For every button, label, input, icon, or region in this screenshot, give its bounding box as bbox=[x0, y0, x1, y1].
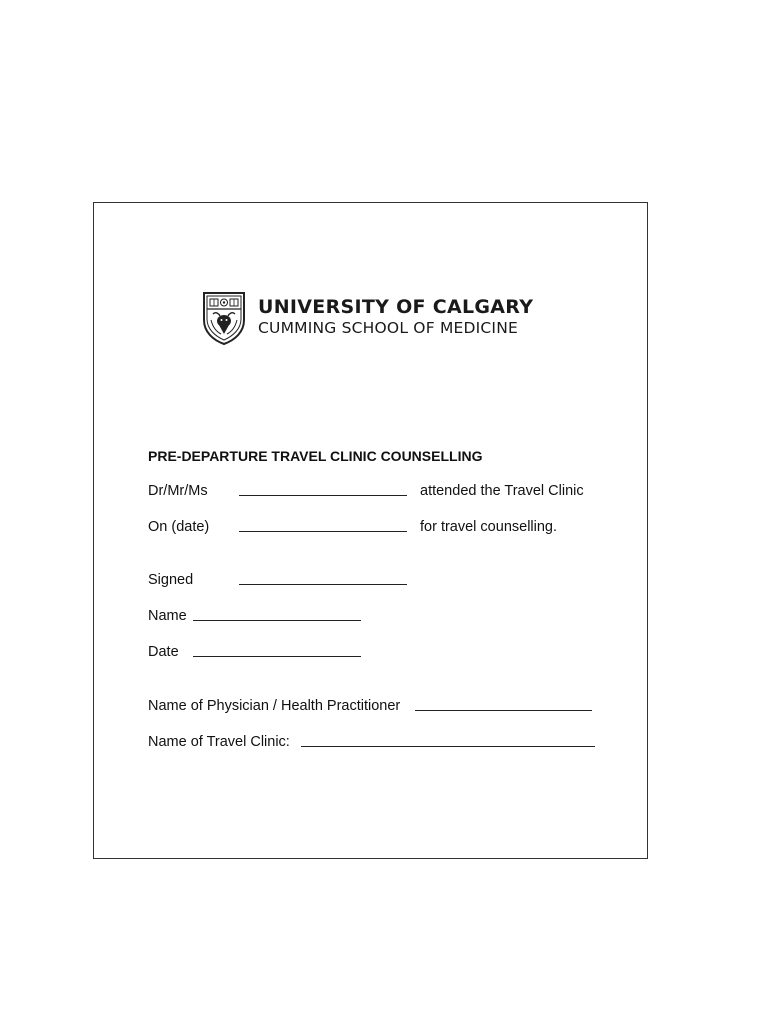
counselling-text: for travel counselling. bbox=[420, 519, 558, 535]
physician-label: Name of Physician / Health Practitioner bbox=[148, 698, 401, 714]
name-field[interactable] bbox=[193, 620, 361, 621]
university-name: UNIVERSITY OF CALGARY bbox=[258, 296, 534, 318]
date-label: Date bbox=[148, 644, 179, 660]
attended-text: attended the Travel Clinic bbox=[420, 483, 584, 499]
visit-date-field[interactable] bbox=[239, 531, 407, 532]
physician-field[interactable] bbox=[415, 710, 592, 711]
form-title: PRE-DEPARTURE TRAVEL CLINIC COUNSELLING bbox=[148, 448, 483, 464]
school-name: CUMMING SCHOOL OF MEDICINE bbox=[258, 319, 518, 337]
salutation-field[interactable] bbox=[239, 495, 407, 496]
university-crest-icon bbox=[202, 290, 246, 346]
name-label: Name bbox=[148, 608, 187, 624]
date-field[interactable] bbox=[193, 656, 361, 657]
university-logo bbox=[202, 290, 533, 346]
signed-label: Signed bbox=[148, 572, 194, 588]
clinic-label: Name of Travel Clinic: bbox=[148, 734, 290, 750]
salutation-label: Dr/Mr/Ms bbox=[148, 483, 208, 499]
signature-field[interactable] bbox=[239, 584, 407, 585]
clinic-field[interactable] bbox=[301, 746, 595, 747]
visit-date-label: On (date) bbox=[148, 519, 210, 535]
